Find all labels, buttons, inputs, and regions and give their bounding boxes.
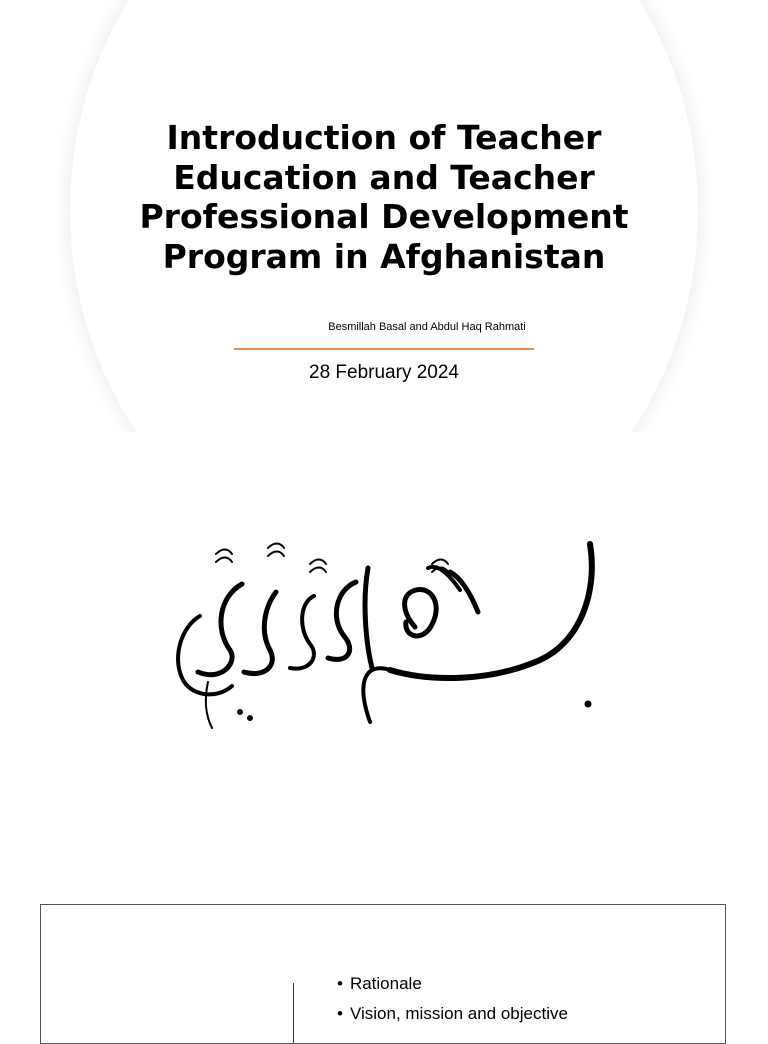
list-item: • Rationale (337, 969, 568, 999)
accent-divider (234, 348, 534, 350)
agenda-slide (40, 904, 726, 1044)
slide-date: 28 February 2024 (309, 362, 459, 383)
list-item: • Vision, mission and objective (337, 999, 568, 1029)
bismillah-slide (0, 432, 768, 864)
slide-title: Introduction of Teacher Education and Teacher Professional Development Program in Afghanistan (139, 118, 629, 276)
bismillah-calligraphy (160, 532, 610, 732)
vertical-divider (293, 983, 294, 1043)
title-slide (0, 0, 768, 432)
slide-authors: Besmillah Basal and Abdul Haq Rahmati (328, 321, 526, 333)
agenda-list (337, 969, 568, 1029)
